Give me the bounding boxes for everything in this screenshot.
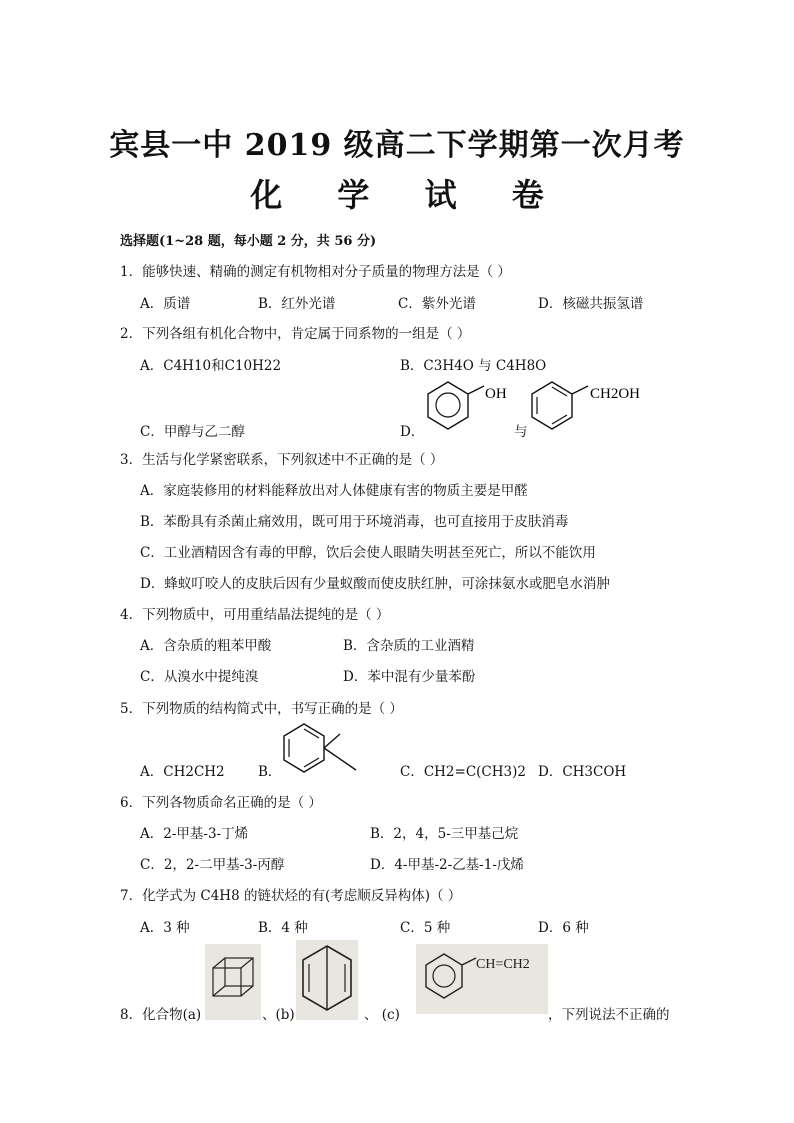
q6-option-d: D．4-甲基-2-乙基-1-戊烯 xyxy=(370,857,524,873)
q3-option-b: B．苯酚具有杀菌止痛效用，既可用于环境消毒，也可直接用于皮肤消毒 xyxy=(140,514,569,530)
q8-sep-b: 、(b) xyxy=(262,1007,295,1023)
cubane-structure xyxy=(205,944,261,1020)
q7-option-d: D．6 种 xyxy=(538,920,589,936)
q8-tail: ，下列说法不正确的 xyxy=(548,1007,670,1023)
phenol-structure xyxy=(418,374,518,436)
q2-d-and: 与 xyxy=(514,424,528,440)
q1-option-d: D．核磁共振氢谱 xyxy=(538,296,644,312)
q4-option-a: A．含杂质的粗苯甲酸 xyxy=(140,638,272,654)
benzyl-ch2oh-label: CH2OH xyxy=(590,386,641,402)
question-3-stem: 3．生活与化学紧密联系，下列叙述中不正确的是（ ） xyxy=(120,452,444,468)
question-1-stem: 1．能够快速、精确的测定有机物相对分子质量的物理方法是（ ） xyxy=(120,264,511,280)
q7-option-c: C．5 种 xyxy=(400,920,451,936)
q1-option-a: A．质谱 xyxy=(140,296,191,312)
q2-a-formula-2: C10H22 xyxy=(224,358,282,374)
q7-option-b: B．4 种 xyxy=(258,920,308,936)
q2-option-d-label: D． xyxy=(400,424,425,440)
q2-option-c: C．甲醇与乙二醇 xyxy=(140,424,245,440)
q4-option-c: C．从溴水中提纯溴 xyxy=(140,669,259,685)
question-7-stem: 7．化学式为 C4H8 的链状烃的有(考虑顺反异构体)（ ） xyxy=(120,888,462,904)
q3-option-a: A．家庭装修用的材料能释放出对人体健康有害的物质主要是甲醛 xyxy=(140,483,528,499)
q2-option-a xyxy=(140,354,281,374)
q2-b-formula-1: C3H4O xyxy=(423,358,474,374)
q5-option-c: C．CH2=C(CH3)2 xyxy=(400,764,526,780)
q4-option-b: B．含杂质的工业酒精 xyxy=(343,638,475,654)
q2-a-label: A． xyxy=(140,358,164,374)
bicyclic-structure xyxy=(296,940,358,1020)
q5-option-a: A．CH2CH2 xyxy=(140,764,225,780)
q5-b-structure xyxy=(282,720,364,780)
q1-option-c: C．紫外光谱 xyxy=(398,296,476,312)
exam-title: 宾县一中 2019 级高二下学期第一次月考 xyxy=(109,128,685,163)
phenol-oh-label: OH xyxy=(485,386,507,402)
benzyl-alcohol-structure xyxy=(524,374,660,436)
q2-a-formula-1: C4H10 xyxy=(163,358,212,374)
q1-option-b: B．红外光谱 xyxy=(258,296,336,312)
q7-option-a: A．3 种 xyxy=(140,920,190,936)
q3-option-d: D．蜂蚁叮咬人的皮肤后因有少量蚁酸而使皮肤红肿，可涂抹氨水或肥皂水消肿 xyxy=(140,576,610,592)
q2-a-and: 和 xyxy=(211,358,225,374)
question-2-stem: 2．下列各组有机化合物中，肯定属于同系物的一组是（ ） xyxy=(120,326,471,342)
q8-sep-c: 、 (c) xyxy=(364,1007,400,1023)
q2-option-b xyxy=(400,354,546,374)
question-6-stem: 6．下列各物质命名正确的是（ ） xyxy=(120,795,322,811)
q3-option-c: C．工业酒精因含有毒的甲醇，饮后会使人眼睛失明甚至死亡，所以不能饮用 xyxy=(140,545,596,561)
q5-option-b: B． xyxy=(258,764,282,780)
q2-b-and: 与 xyxy=(478,358,492,374)
question-4-stem: 4．下列物质中，可用重结晶法提纯的是（ ） xyxy=(120,607,390,623)
q4-option-d: D．苯中混有少量苯酚 xyxy=(343,669,476,685)
q6-option-a: A．2-甲基-3-丁烯 xyxy=(140,826,249,842)
question-5-stem: 5．下列物质的结构简式中，书写正确的是（ ） xyxy=(120,701,403,717)
section-heading: 选择题(1~28 题，每小题 2 分，共 56 分) xyxy=(120,234,377,249)
styrene-label: CH=CH2 xyxy=(476,957,530,972)
q6-option-b: B．2，4，5-三甲基己烷 xyxy=(370,826,519,842)
q2-b-label: B． xyxy=(400,358,424,374)
q8-stem-a: 8．化合物(a) xyxy=(120,1007,202,1023)
q6-option-c: C．2，2-二甲基-3-丙醇 xyxy=(140,857,285,873)
q5-option-d: D．CH3COH xyxy=(538,764,627,780)
q2-b-formula-2: C4H8O xyxy=(495,358,547,374)
exam-subtitle: 化 学 试 卷 xyxy=(250,176,566,214)
styrene-structure xyxy=(416,944,548,1014)
